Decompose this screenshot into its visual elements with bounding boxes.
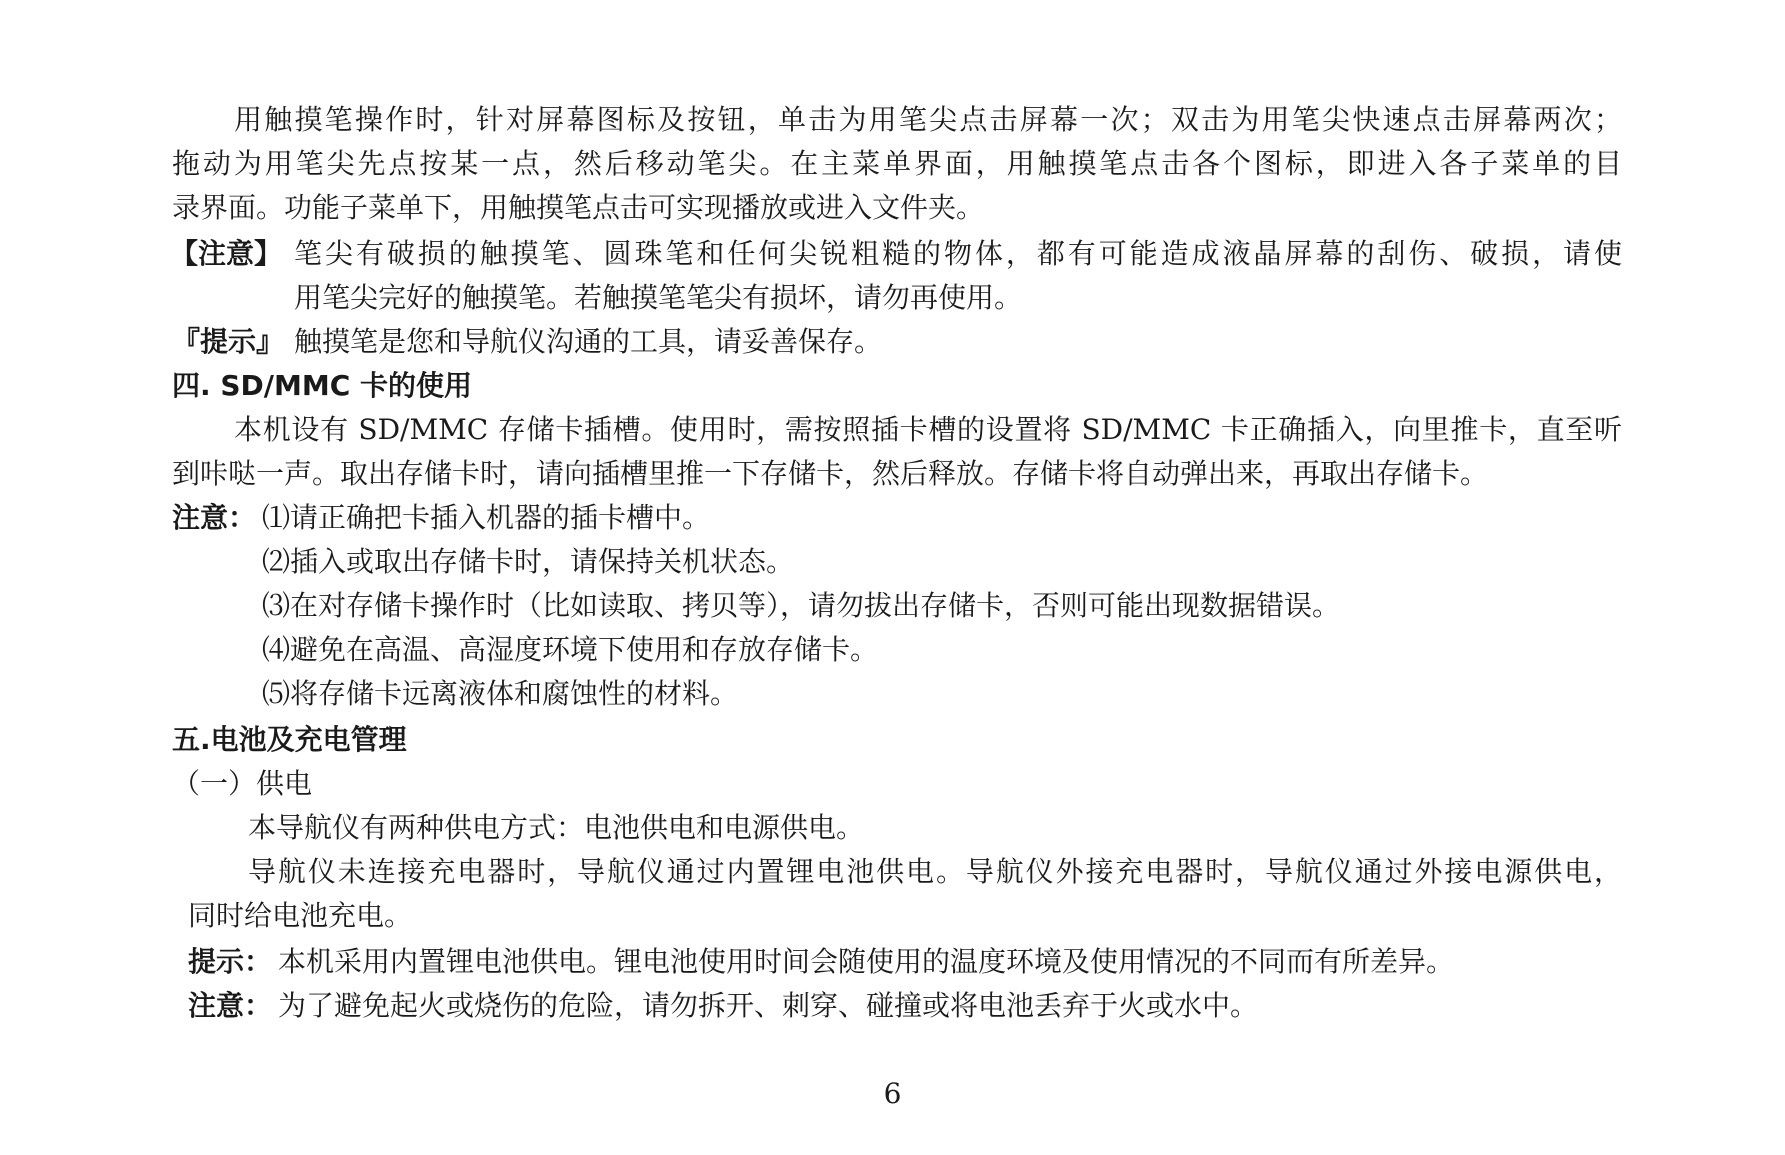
battery-tip-text: 本机采用内置锂电池供电。锂电池使用时间会随使用的温度环境及使用情况的不同而有所差异。 xyxy=(278,945,1455,978)
battery-section-heading: 五.电池及充电管理 xyxy=(172,723,407,756)
battery-paragraph-2-line-1: 导航仪未连接充电器时，导航仪通过内置锂电池供电。导航仪外接充电器时，导航仪通过外接电源供电， xyxy=(248,855,1622,888)
sd-note-item: ⑴请正确把卡插入机器的插卡槽中。 xyxy=(262,501,711,534)
stylus-tip-text: 触摸笔是您和导航仪沟通的工具，请妥善保存。 xyxy=(294,325,883,358)
sd-paragraph-line-1: 本机设有 SD/MMC 存储卡插槽。使用时，需按照插卡槽的设置将 SD/MMC 卡正确插入，向里推卡，直至听 xyxy=(234,413,1622,446)
sd-note-item: ⑶在对存储卡操作时（比如读取、拷贝等），请勿拔出存储卡，否则可能出现数据错误。 xyxy=(262,589,1341,622)
sd-note-label: 注意： xyxy=(172,501,257,534)
sd-section-heading: 四. SD/MMC 卡的使用 xyxy=(172,369,473,402)
sd-note-item: ⑸将存储卡远离液体和腐蚀性的材料。 xyxy=(262,677,739,710)
battery-sub-heading: （一）供电 xyxy=(172,767,313,800)
stylus-note-label: 【注意】 xyxy=(170,237,283,270)
page-number: 6 xyxy=(883,1077,902,1110)
stylus-tip-label: 『提示』 xyxy=(172,325,285,358)
stylus-note-line-2: 用笔尖完好的触摸笔。若触摸笔笔尖有损坏，请勿再使用。 xyxy=(294,281,1023,314)
stylus-paragraph-line-1: 用触摸笔操作时，针对屏幕图标及按钮，单击为用笔尖点击屏幕一次；双击为用笔尖快速点击屏幕两次； xyxy=(234,103,1622,136)
stylus-paragraph-line-3: 录界面。功能子菜单下，用触摸笔点击可实现播放或进入文件夹。 xyxy=(172,191,985,224)
battery-paragraph-1: 本导航仪有两种供电方式：电池供电和电源供电。 xyxy=(248,811,865,844)
sd-paragraph-line-2: 到咔哒一声。取出存储卡时，请向插槽里推一下存储卡，然后释放。存储卡将自动弹出来，再取出存储卡。 xyxy=(172,457,1489,490)
sd-note-item: ⑵插入或取出存储卡时，请保持关机状态。 xyxy=(262,545,795,578)
battery-tip-label: 提示： xyxy=(188,945,273,978)
sd-note-item: ⑷避免在高温、高湿度环境下使用和存放存储卡。 xyxy=(262,633,879,666)
stylus-note-line-1: 笔尖有破损的触摸笔、圆珠笔和任何尖锐粗糙的物体，都有可能造成液晶屏幕的刮伤、破损，请使 xyxy=(294,237,1622,270)
battery-warning-text: 为了避免起火或烧伤的危险，请勿拆开、刺穿、碰撞或将电池丢弃于火或水中。 xyxy=(278,989,1259,1022)
stylus-paragraph-line-2: 拖动为用笔尖先点按某一点，然后移动笔尖。在主菜单界面，用触摸笔点击各个图标，即进入各子菜单的目 xyxy=(172,147,1622,180)
battery-warning-label: 注意： xyxy=(188,989,273,1022)
battery-paragraph-2-line-2: 同时给电池充电。 xyxy=(188,899,413,932)
